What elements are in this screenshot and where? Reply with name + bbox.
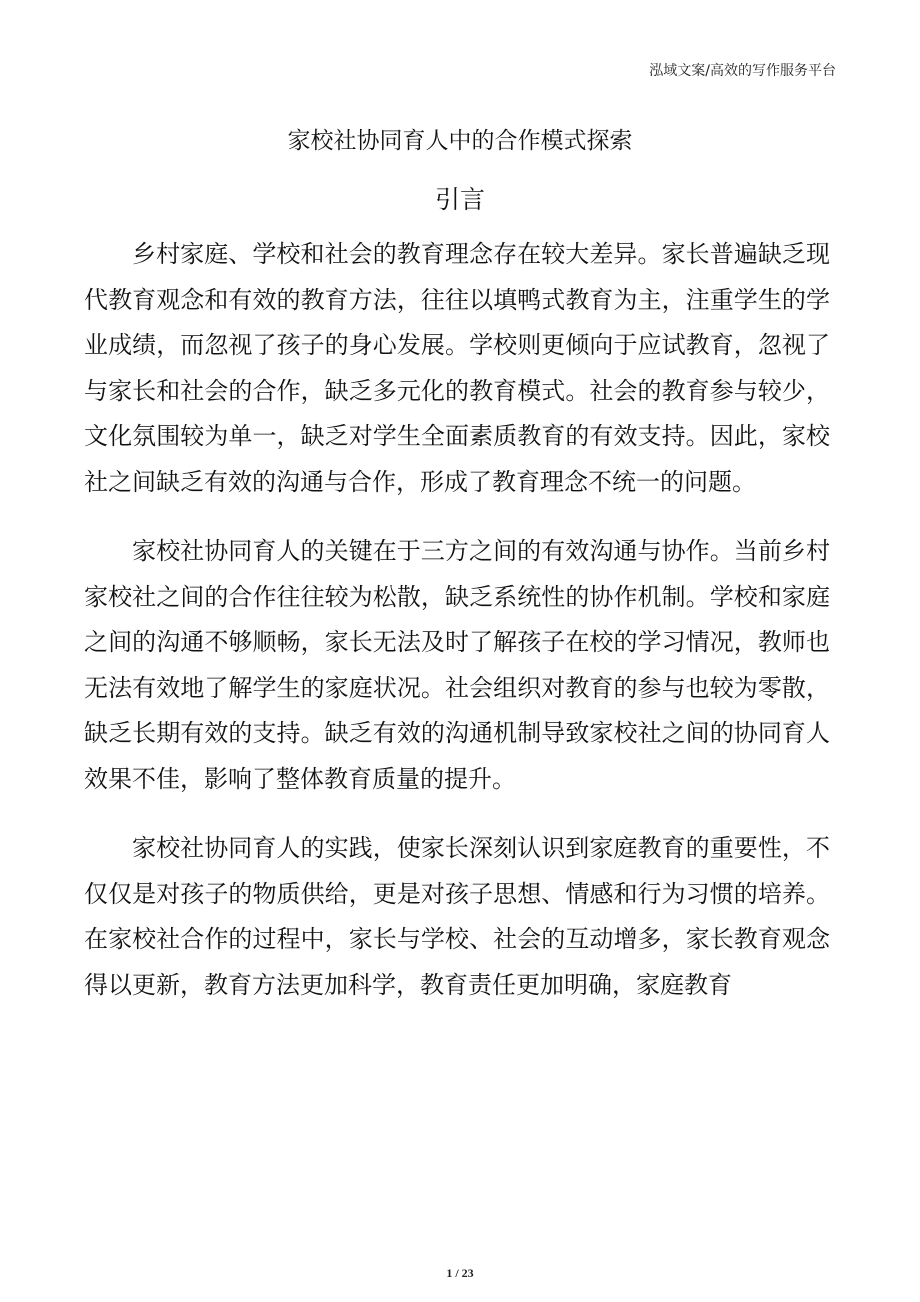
document-body	[84, 232, 830, 1008]
body-paragraph-1: 乡村家庭、学校和社会的教育理念存在较大差异。家长普遍缺乏现代教育观念和有效的教育方法，往往以填鸭式教育为主，注重学生的学业成绩，而忽视了孩子的身心发展。学校则更倾向于应试教育，忽视了与家长和社会的合作，缺乏多元化的教育模式。社会的教育参与较少，文化氛围较为单一，缺乏对学生全面素质教育的有效支持。因此，家校社之间缺乏有效的沟通与合作，形成了教育理念不统一的问题。	[84, 240, 830, 496]
header-brand-text: 泓域文案/高效的写作服务平台	[649, 63, 836, 79]
section-heading: 引言	[434, 185, 485, 214]
document-title: 家校社协同育人中的合作模式探索	[287, 128, 633, 154]
body-paragraph-2: 家校社协同育人的关键在于三方之间的有效沟通与协作。当前乡村家校社之间的合作往往较为松散，缺乏系统性的协作机制。学校和家庭之间的沟通不够顺畅，家长无法及时了解孩子在校的学习情况，教师也无法有效地了解学生的家庭状况。社会组织对教育的参与也较为零散，缺乏长期有效的支持。缺乏有效的沟通机制导致家校社之间的协同育人效果不佳，影响了整体教育质量的提升。	[84, 537, 830, 793]
body-paragraph-3: 家校社协同育人的实践，使家长深刻认识到家庭教育的重要性，不仅仅是对孩子的物质供给，更是对孩子思想、情感和行为习惯的培养。在家校社合作的过程中，家长与学校、社会的互动增多，家长教育观念得以更新，教育方法更加科学，教育责任更加明确，家庭教育	[84, 834, 830, 999]
page-number: 1 / 23	[446, 1266, 474, 1280]
